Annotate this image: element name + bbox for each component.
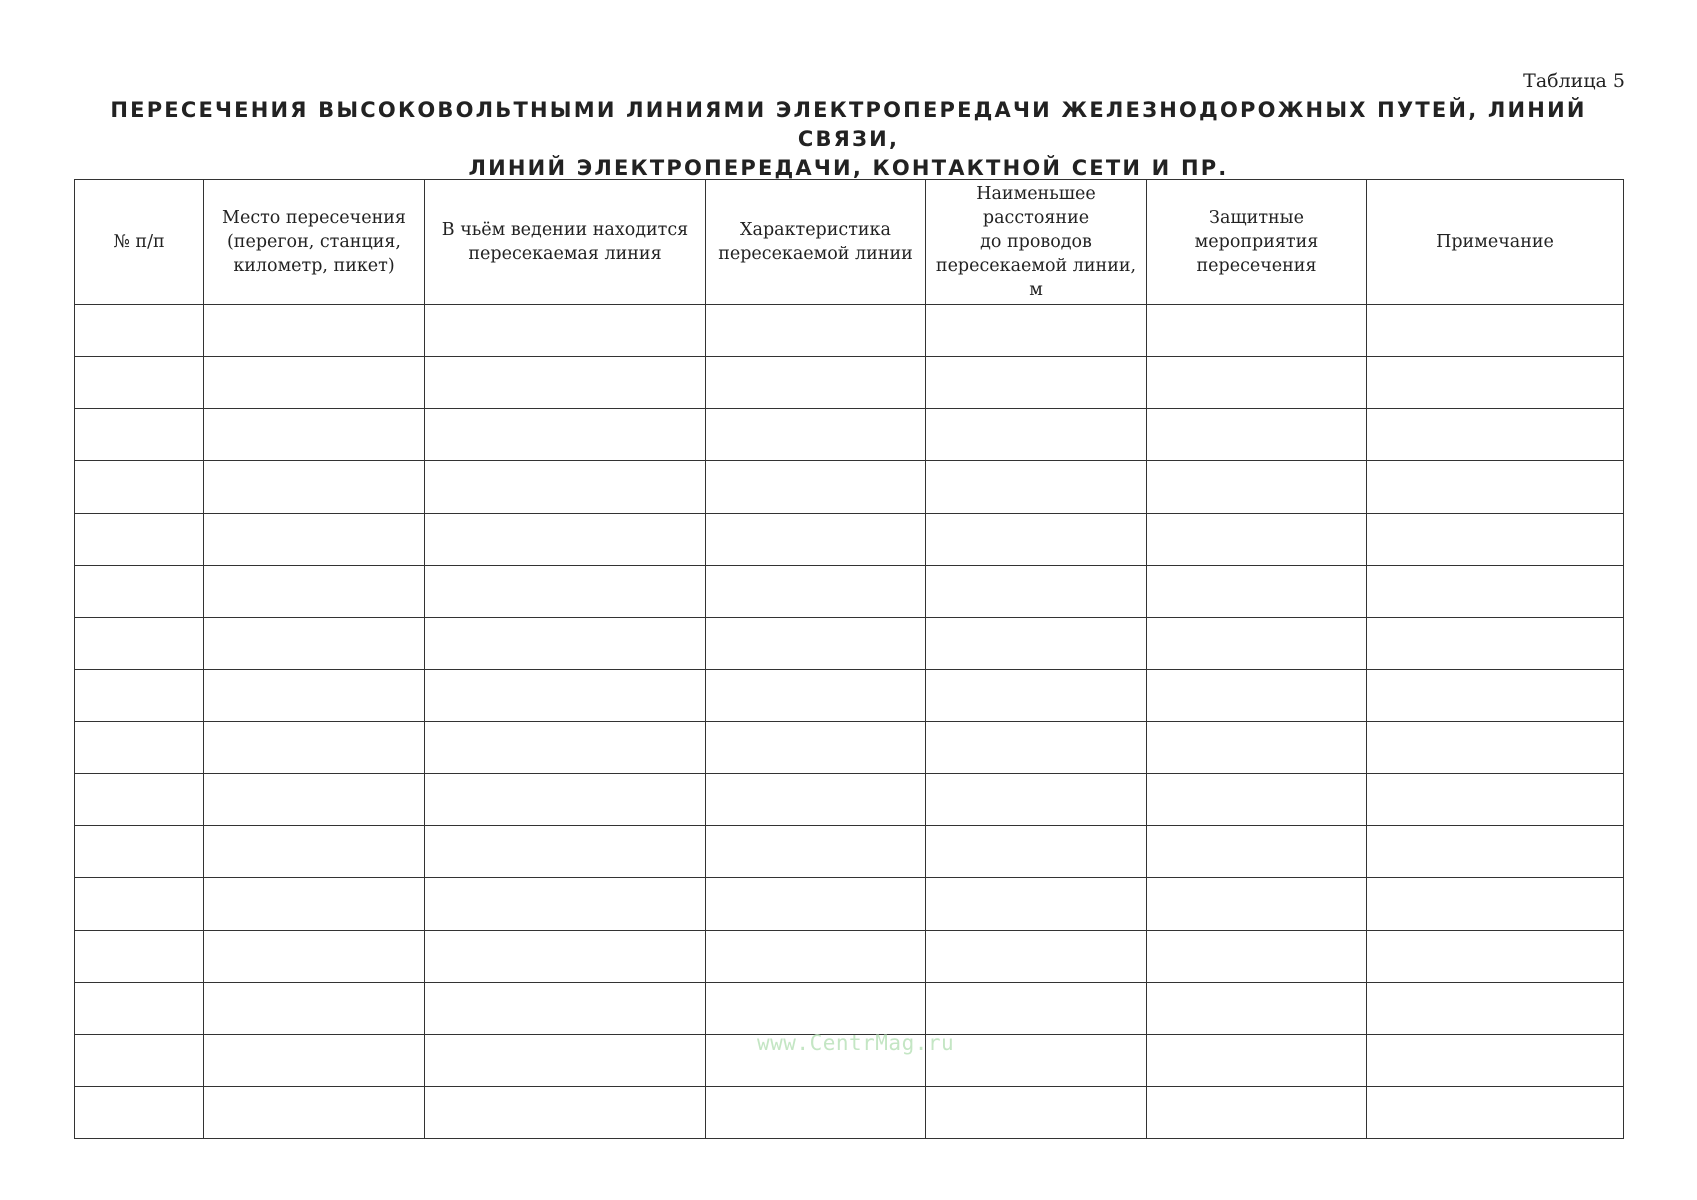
table-cell[interactable] [1367,565,1624,617]
table-row [75,565,1624,617]
table-cell[interactable] [425,774,706,826]
header-line: Наименьшее [976,184,1096,204]
table-cell[interactable] [1147,565,1367,617]
table-cell[interactable] [1367,513,1624,565]
table-cell[interactable] [926,774,1147,826]
table-cell[interactable] [1147,513,1367,565]
table-cell[interactable] [204,1086,425,1138]
table-cell[interactable] [204,930,425,982]
table-row [75,930,1624,982]
table-row [75,513,1624,565]
header-line: расстояние [982,208,1090,228]
table-cell[interactable] [926,513,1147,565]
table-cell[interactable] [1367,357,1624,409]
table-cell[interactable] [75,617,204,669]
table-cell[interactable] [204,722,425,774]
table-row [75,826,1624,878]
table-row [75,1086,1624,1138]
table-row [75,982,1624,1034]
table-cell[interactable] [425,565,706,617]
table-cell[interactable] [204,774,425,826]
table-cell[interactable] [75,1034,204,1086]
table-cell[interactable] [1147,826,1367,878]
table-row [75,669,1624,721]
table-cell[interactable] [1147,1086,1367,1138]
table-cell[interactable] [75,982,204,1034]
table-cell[interactable] [1147,617,1367,669]
table-cell[interactable] [204,409,425,461]
table-cell[interactable] [75,409,204,461]
table-cell[interactable] [425,1034,706,1086]
table-cell[interactable] [706,1086,926,1138]
table-cell[interactable] [204,461,425,513]
table-cell[interactable] [204,826,425,878]
table-cell[interactable] [425,930,706,982]
table-cell[interactable] [425,409,706,461]
table-cell[interactable] [75,930,204,982]
table-cell[interactable] [75,565,204,617]
header-line: пересекаемой линии [718,244,913,264]
table-cell[interactable] [204,617,425,669]
header-line: километр, пикет) [233,256,395,276]
header-line: пересекаемая линия [468,244,662,264]
table-cell[interactable] [706,722,926,774]
table-cell[interactable] [926,565,1147,617]
header-line: Характеристика [740,220,891,240]
table-cell[interactable] [706,357,926,409]
table-cell[interactable] [926,357,1147,409]
header-line: мероприятия [1194,232,1319,252]
table-cell[interactable] [204,1034,425,1086]
header-line-characteristic [706,180,926,305]
header-line: В чьём ведении находится [441,220,689,240]
table-cell[interactable] [1367,305,1624,357]
table-row [75,357,1624,409]
document-title-line-2: ЛИНИЙ ЭЛЕКТРОПЕРЕДАЧИ, КОНТАКТНОЙ СЕТИ И ПР. [468,156,1229,180]
table-cell[interactable] [926,1086,1147,1138]
table-cell[interactable] [706,878,926,930]
table-cell[interactable] [926,982,1147,1034]
table-cell[interactable] [75,722,204,774]
table-row [75,617,1624,669]
header-line: № п/п [113,232,165,252]
header-protective-measures [1147,180,1367,305]
header-line: пересекаемой линии, [935,256,1137,276]
table-row [75,409,1624,461]
table-cell[interactable] [706,305,926,357]
table-cell[interactable] [204,565,425,617]
table-cell[interactable] [926,1034,1147,1086]
table-header [75,180,1624,305]
table-cell[interactable] [204,357,425,409]
table-cell[interactable] [1147,878,1367,930]
table-cell[interactable] [926,930,1147,982]
table-cell[interactable] [706,617,926,669]
table-cell[interactable] [1367,461,1624,513]
table-cell[interactable] [926,826,1147,878]
table-cell[interactable] [75,305,204,357]
table-cell[interactable] [1147,461,1367,513]
table-cell[interactable] [425,305,706,357]
header-notes [1367,180,1624,305]
table-cell[interactable] [75,774,204,826]
table-cell[interactable] [706,409,926,461]
table-cell[interactable] [425,669,706,721]
table-cell[interactable] [1147,774,1367,826]
table-cell[interactable] [1147,722,1367,774]
header-line: м [1029,280,1043,300]
table-cell[interactable] [204,878,425,930]
table-cell[interactable] [425,878,706,930]
table-cell[interactable] [1147,409,1367,461]
document-title [70,96,1627,183]
document-title-line-1: ПЕРЕСЕЧЕНИЯ ВЫСОКОВОЛЬТНЫМИ ЛИНИЯМИ ЭЛЕКТРОПЕРЕДАЧИ ЖЕЛЕЗНОДОРОЖНЫХ ПУТЕЙ, ЛИНИЙ СВЯЗИ, [110,98,1587,151]
table-cell[interactable] [1147,357,1367,409]
header-row [75,180,1624,305]
table-cell[interactable] [75,513,204,565]
table-cell[interactable] [204,982,425,1034]
header-line: до проводов [980,232,1092,252]
crossings-table [74,179,1624,1139]
table-cell[interactable] [425,513,706,565]
table-cell[interactable] [75,461,204,513]
table-row [75,774,1624,826]
table-cell[interactable] [926,878,1147,930]
table-cell[interactable] [706,982,926,1034]
table-cell[interactable] [75,357,204,409]
table-row [75,722,1624,774]
table-cell[interactable] [706,826,926,878]
table-cell[interactable] [926,722,1147,774]
table-cell[interactable] [706,461,926,513]
header-line: Защитные [1209,208,1304,228]
table-cell[interactable] [425,1086,706,1138]
table-cell[interactable] [1367,774,1624,826]
header-line: пересечения [1196,256,1317,276]
table-cell[interactable] [706,930,926,982]
table-cell[interactable] [425,826,706,878]
table-cell[interactable] [1367,617,1624,669]
table-number-label: Таблица 5 [1523,70,1625,92]
table-cell[interactable] [1147,669,1367,721]
table-cell[interactable] [706,669,926,721]
table-cell[interactable] [1147,930,1367,982]
header-line: Место пересечения [222,208,406,228]
table-cell[interactable] [204,669,425,721]
header-min-distance [926,180,1147,305]
table-body [75,305,1624,1139]
header-crossing-location [204,180,425,305]
table-cell[interactable] [706,565,926,617]
table-cell[interactable] [1367,982,1624,1034]
table-cell[interactable] [1367,409,1624,461]
table-cell[interactable] [926,669,1147,721]
table-cell[interactable] [425,357,706,409]
table-cell[interactable] [425,617,706,669]
table-cell[interactable] [425,982,706,1034]
table-cell[interactable] [1367,930,1624,982]
table-cell[interactable] [926,409,1147,461]
header-line: (перегон, станция, [226,232,401,252]
table-cell[interactable] [204,305,425,357]
table-cell[interactable] [926,305,1147,357]
table-cell[interactable] [926,461,1147,513]
watermark: www.CentrMag.ru [757,1031,955,1055]
table-cell[interactable] [926,617,1147,669]
table-cell[interactable] [1367,722,1624,774]
table-row [75,878,1624,930]
table-cell[interactable] [1367,1034,1624,1086]
table-row [75,305,1624,357]
table-cell[interactable] [1367,878,1624,930]
table-cell[interactable] [1147,1034,1367,1086]
table-cell[interactable] [425,461,706,513]
header-owner [425,180,706,305]
table-cell[interactable] [706,513,926,565]
table-cell[interactable] [204,513,425,565]
table-cell[interactable] [1367,1086,1624,1138]
table-cell[interactable] [706,774,926,826]
table-cell[interactable] [75,826,204,878]
table-cell[interactable] [1147,982,1367,1034]
table-cell[interactable] [1147,305,1367,357]
table-cell[interactable] [1367,826,1624,878]
header-line: Примечание [1436,232,1554,252]
table-cell[interactable] [1367,669,1624,721]
table-cell[interactable] [425,722,706,774]
table-cell[interactable] [75,1086,204,1138]
table-row [75,461,1624,513]
table-cell[interactable] [75,878,204,930]
table-cell[interactable] [75,669,204,721]
header-number [75,180,204,305]
